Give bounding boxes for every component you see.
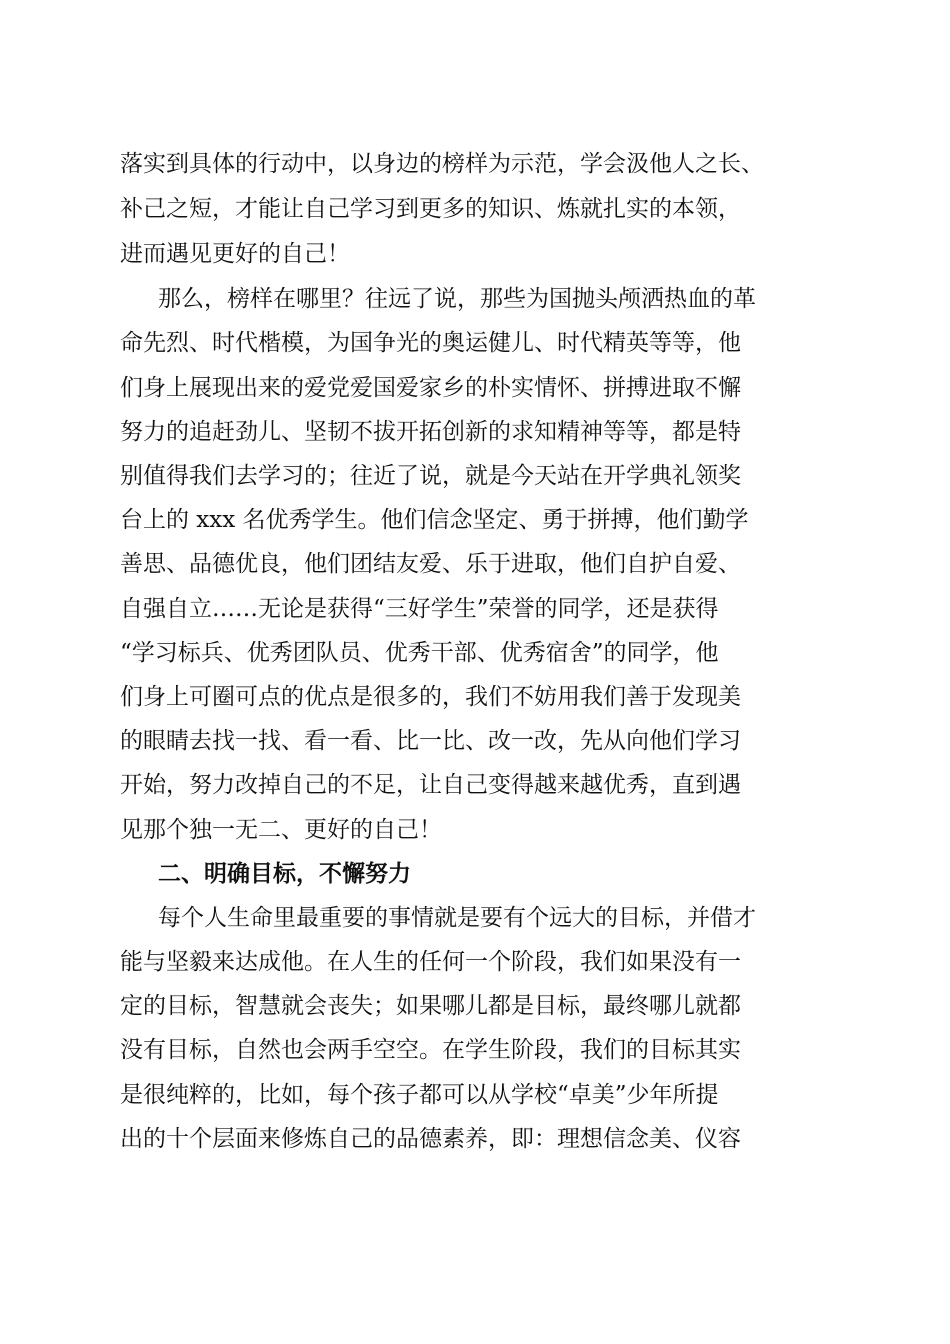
text-line: 没有目标，自然也会两手空空。在学生阶段，我们的目标其实 bbox=[120, 1037, 741, 1063]
text-line: 出的十个层面来修炼自己的品德素养，即：理想信念美、仪容 bbox=[120, 1126, 741, 1152]
text-line: 们身上展现出来的爱党爱国爱家乡的朴实情怀、拼搏进取不懈 bbox=[120, 375, 741, 401]
text-line: “学习标兵、优秀团队员、优秀干部、优秀宿舍”的同学，他 bbox=[120, 640, 719, 666]
section-heading: 二、明确目标，不懈努力 bbox=[158, 861, 411, 887]
text-line: 善思、品德优良，他们团结友爱、乐于进取，他们自护自爱、 bbox=[120, 551, 741, 577]
text-line: 命先烈、时代楷模，为国争光的奥运健儿、时代精英等等，他 bbox=[120, 330, 741, 356]
text-line: 自强自立……无论是获得“三好学生”荣誉的同学，还是获得 bbox=[120, 596, 719, 622]
paragraph-first-line: 那么，榜样在哪里？往远了说，那些为国抛头颅洒热血的革 bbox=[158, 286, 756, 312]
text-line: 能与坚毅来达成他。在人生的任何一个阶段，我们如果没有一 bbox=[120, 949, 741, 975]
text-line: 别值得我们去学习的；往近了说，就是今天站在开学典礼领奖 bbox=[120, 463, 741, 489]
text-line: 定的目标，智慧就会丧失；如果哪儿都是目标，最终哪儿就都 bbox=[120, 993, 741, 1019]
text-line: 台上的 xxx 名优秀学生。他们信念坚定、勇于拼搏，他们勤学 bbox=[120, 507, 749, 533]
text-line: 们身上可圈可点的优点是很多的，我们不妨用我们善于发现美 bbox=[120, 684, 741, 710]
text-line: 是很纯粹的，比如，每个孩子都可以从学校“卓美”少年所提 bbox=[120, 1082, 719, 1108]
text-line: 的眼睛去找一找、看一看、比一比、改一改，先从向他们学习 bbox=[120, 728, 741, 754]
text-line: 努力的追赶劲儿、坚韧不拔开拓创新的求知精神等等，都是特 bbox=[120, 419, 741, 445]
text-line: 进而遇见更好的自己！ bbox=[120, 241, 350, 267]
text-line: 见那个独一无二、更好的自己！ bbox=[120, 817, 442, 843]
text-line: 落实到具体的行动中，以身边的榜样为示范，学会汲他人之长、 bbox=[120, 151, 764, 177]
text-line: 补己之短，才能让自己学习到更多的知识、炼就扎实的本领， bbox=[120, 196, 741, 222]
paragraph-first-line: 每个人生命里最重要的事情就是要有个远大的目标，并借才 bbox=[158, 905, 756, 931]
text-line: 开始，努力改掉自己的不足，让自己变得越来越优秀，直到遇 bbox=[120, 772, 741, 798]
